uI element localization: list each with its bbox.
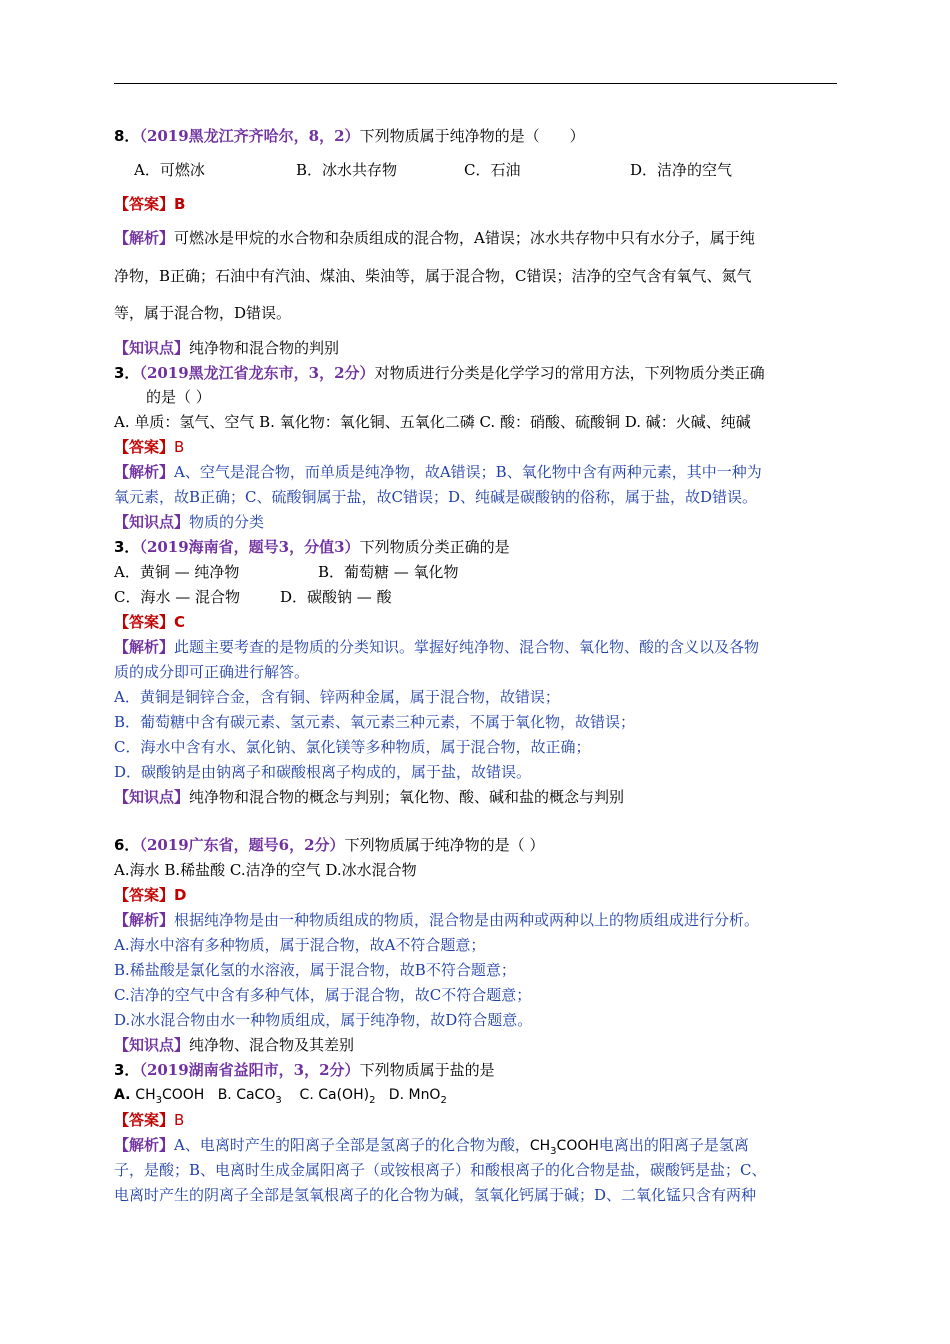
formula-subscript: 3: [155, 1094, 162, 1106]
option-a: A．黄铜 — 纯净物: [114, 563, 240, 581]
q6-stem-line: [114, 835, 544, 855]
q3b-answer: [114, 612, 185, 632]
analysis-text: A、电离时产生的阳离子全部是氢离子的化合物为酸，: [174, 1136, 530, 1154]
q6-analysis-line-3: B.稀盐酸是氯化氢的水溶液，属于混合物，故B不符合题意；: [114, 961, 516, 979]
q6-options: A.海水 B.稀盐酸 C.洁净的空气 D.冰水混合物: [114, 861, 417, 879]
q8-analysis-line-1: [114, 228, 838, 248]
question-number: 6．: [114, 836, 140, 854]
question-number: 3．: [114, 538, 140, 556]
q3a-knowledge-point: [114, 512, 264, 532]
q6-analysis-line-1: [114, 910, 759, 930]
answer-value: B: [174, 1111, 185, 1129]
q3c-options: [114, 1085, 447, 1105]
question-source: （2019湖南省益阳市，3，2分）: [139, 1061, 360, 1079]
q3b-analysis-line-3: A．黄铜是铜锌合金，含有铜、锌两种金属，属于混合物，故错误；: [114, 688, 560, 706]
question-stem: 下列物质属于纯净物的是（ ）: [344, 836, 545, 854]
question-stem: 对物质进行分类是化学学习的常用方法，下列物质分类正确: [374, 364, 765, 382]
answer-value: B: [174, 195, 186, 213]
option-d: D．洁净的空气: [630, 161, 733, 179]
q3a-analysis-line-2: 氧元素，故B正确；C、硫酸铜属于盐，故C错误；D、纯碱是碳酸钠的俗称，属于盐，故D错误。: [114, 488, 758, 506]
question-source: （2019广东省，题号6，2分）: [139, 836, 345, 854]
option-b: B．葡萄糖 — 氧化物: [318, 563, 459, 581]
q6-analysis-line-2: A.海水中溶有多种物质，属于混合物，故A不符合题意；: [114, 936, 486, 954]
q3b-knowledge-point: [114, 787, 624, 807]
answer-label: 【答案】: [114, 438, 175, 456]
formula-subscript: 3: [275, 1094, 282, 1106]
answer-label: 【答案】: [114, 613, 175, 631]
q3c-stem-line: [114, 1060, 495, 1080]
q3a-analysis-line-1: [114, 462, 762, 482]
q6-analysis-line-4: C.洁净的空气中含有多种气体，属于混合物，故C不符合题意；: [114, 986, 532, 1004]
formula-tail: COOH: [161, 1087, 205, 1103]
q3b-analysis-line-4: B．葡萄糖中含有碳元素、氢元素、氧元素三种元素，不属于氧化物，故错误；: [114, 713, 636, 731]
option-d: D．碳酸钠 — 酸: [280, 588, 392, 606]
analysis-text: 此题主要考查的是物质的分类知识。掌握好纯净物、混合物、氧化物、酸的含义以及各物: [174, 638, 760, 656]
option-letter: D.: [388, 1087, 409, 1103]
answer-value: B: [174, 438, 185, 456]
formula-subscript: 2: [440, 1094, 447, 1106]
formula: CaCO: [236, 1087, 276, 1103]
q3b-analysis-line-6: D．碳酸钠是由钠离子和碳酸根离子构成的，属于盐，故错误。: [114, 763, 532, 781]
answer-value: C: [174, 613, 186, 631]
knowledge-text: 纯净物和混合物的判别: [189, 339, 340, 357]
q3a-answer: [114, 437, 184, 457]
q3a-stem-line-2: 的是（ ）: [146, 388, 211, 406]
question-stem: 下列物质分类正确的是: [359, 538, 510, 556]
option-a: A．可燃冰: [134, 161, 205, 179]
formula-tail: COOH: [556, 1138, 599, 1154]
analysis-label: 【解析】: [114, 229, 175, 247]
option-d: [388, 1087, 447, 1106]
analysis-label: 【解析】: [114, 911, 175, 929]
q6-knowledge-point: [114, 1035, 354, 1055]
q3a-options: A. 单质：氢气、空气 B. 氧化物：氧化铜、五氧化二磷 C. 酸：硝酸、硫酸铜 D. 碱：火碱、纯碱: [114, 413, 751, 431]
formula-subscript: 3: [550, 1145, 557, 1157]
formula: CH: [135, 1087, 156, 1103]
q3c-answer: [114, 1110, 184, 1130]
analysis-text: A、空气是混合物，而单质是纯净物，故A错误；B、氧化物中含有两种元素，其中一种为: [174, 463, 762, 481]
analysis-label: 【解析】: [114, 1136, 175, 1154]
analysis-text: 可燃冰是甲烷的水合物和杂质组成的混合物，A错误；冰水共存物中只有水分子，属于纯: [174, 229, 755, 247]
q3a-stem-line-1: [114, 363, 765, 383]
question-number: 3．: [114, 1061, 140, 1079]
formula: Ca(OH): [318, 1087, 370, 1103]
answer-label: 【答案】: [114, 1111, 175, 1129]
q8-stem-line: [114, 126, 585, 146]
question-number: 3．: [114, 364, 140, 382]
analysis-text: 根据纯净物是由一种物质组成的物质，混合物是由两种或两种以上的物质组成进行分析。: [174, 911, 760, 929]
knowledge-label: 【知识点】: [114, 1036, 190, 1054]
q3b-stem-line: [114, 537, 510, 557]
answer-label: 【答案】: [114, 195, 175, 213]
question-stem: 下列物质属于纯净物的是（ ）: [359, 127, 585, 145]
option-b: [217, 1087, 282, 1106]
question-source: （2019海南省，题号3，分值3）: [139, 538, 360, 556]
knowledge-text: 纯净物、混合物及其差别: [189, 1036, 355, 1054]
answer-value: D: [174, 886, 187, 904]
q3b-analysis-line-5: C．海水中含有水、氯化钠、氯化镁等多种物质，属于混合物，故正确；: [114, 738, 591, 756]
question-number: 8．: [114, 127, 140, 145]
option-c: [299, 1087, 376, 1106]
knowledge-text: 物质的分类: [189, 513, 265, 531]
option-b: B．冰水共存物: [296, 161, 398, 179]
analysis-label: 【解析】: [114, 638, 175, 656]
header-rule: [114, 83, 837, 84]
option-a: [114, 1087, 205, 1106]
q6-analysis-line-5: D.冰水混合物由水一种物质组成，属于纯净物，故D符合题意。: [114, 1011, 533, 1029]
knowledge-label: 【知识点】: [114, 513, 190, 531]
q3c-analysis-line-1: [114, 1135, 749, 1156]
q8-answer: [114, 194, 185, 214]
option-letter: A.: [114, 1087, 136, 1103]
question-source: （2019黑龙江齐齐哈尔，8，2）: [139, 127, 360, 145]
knowledge-label: 【知识点】: [114, 339, 190, 357]
knowledge-label: 【知识点】: [114, 788, 190, 806]
option-c: C．海水 — 混合物: [114, 588, 241, 606]
question-stem: 下列物质属于盐的是: [359, 1061, 495, 1079]
q3b-analysis-line-2: 质的成分即可正确进行解答。: [114, 663, 310, 681]
q8-knowledge-point: [114, 338, 339, 358]
option-letter: B.: [217, 1087, 237, 1103]
answer-label: 【答案】: [114, 886, 175, 904]
analysis-label: 【解析】: [114, 463, 175, 481]
knowledge-text: 纯净物和混合物的概念与判别；氧化物、酸、碱和盐的概念与判别: [189, 788, 625, 806]
q6-answer: [114, 885, 186, 905]
q8-analysis-line-2: 净物，B正确；石油中有汽油、煤油、柴油等，属于混合物，C错误；洁净的空气含有氧气、氮气: [114, 267, 752, 285]
q3b-analysis-line-1: [114, 637, 759, 657]
option-letter: C.: [299, 1087, 319, 1103]
question-source: （2019黑龙江省龙东市，3，2分）: [139, 364, 375, 382]
q8-analysis-line-3: 等，属于混合物，D错误。: [114, 304, 292, 322]
formula-main: CH: [529, 1138, 551, 1154]
formula: [529, 1138, 599, 1157]
q3c-analysis-line-3: 电离时产生的阴离子全部是氢氧根离子的化合物为碱，氢氧化钙属于碱；D、二氧化锰只含有两种: [114, 1186, 757, 1204]
formula: MnO: [408, 1087, 441, 1103]
q3c-analysis-line-2: 子，是酸；B、电离时生成金属阳离子（或铵根离子）和酸根离子的化合物是盐，碳酸钙是盐；C、: [114, 1161, 767, 1179]
formula-subscript: 2: [369, 1094, 376, 1106]
option-c: C．石油: [464, 161, 521, 179]
analysis-text: 电离出的阳离子是氢离: [598, 1136, 749, 1154]
